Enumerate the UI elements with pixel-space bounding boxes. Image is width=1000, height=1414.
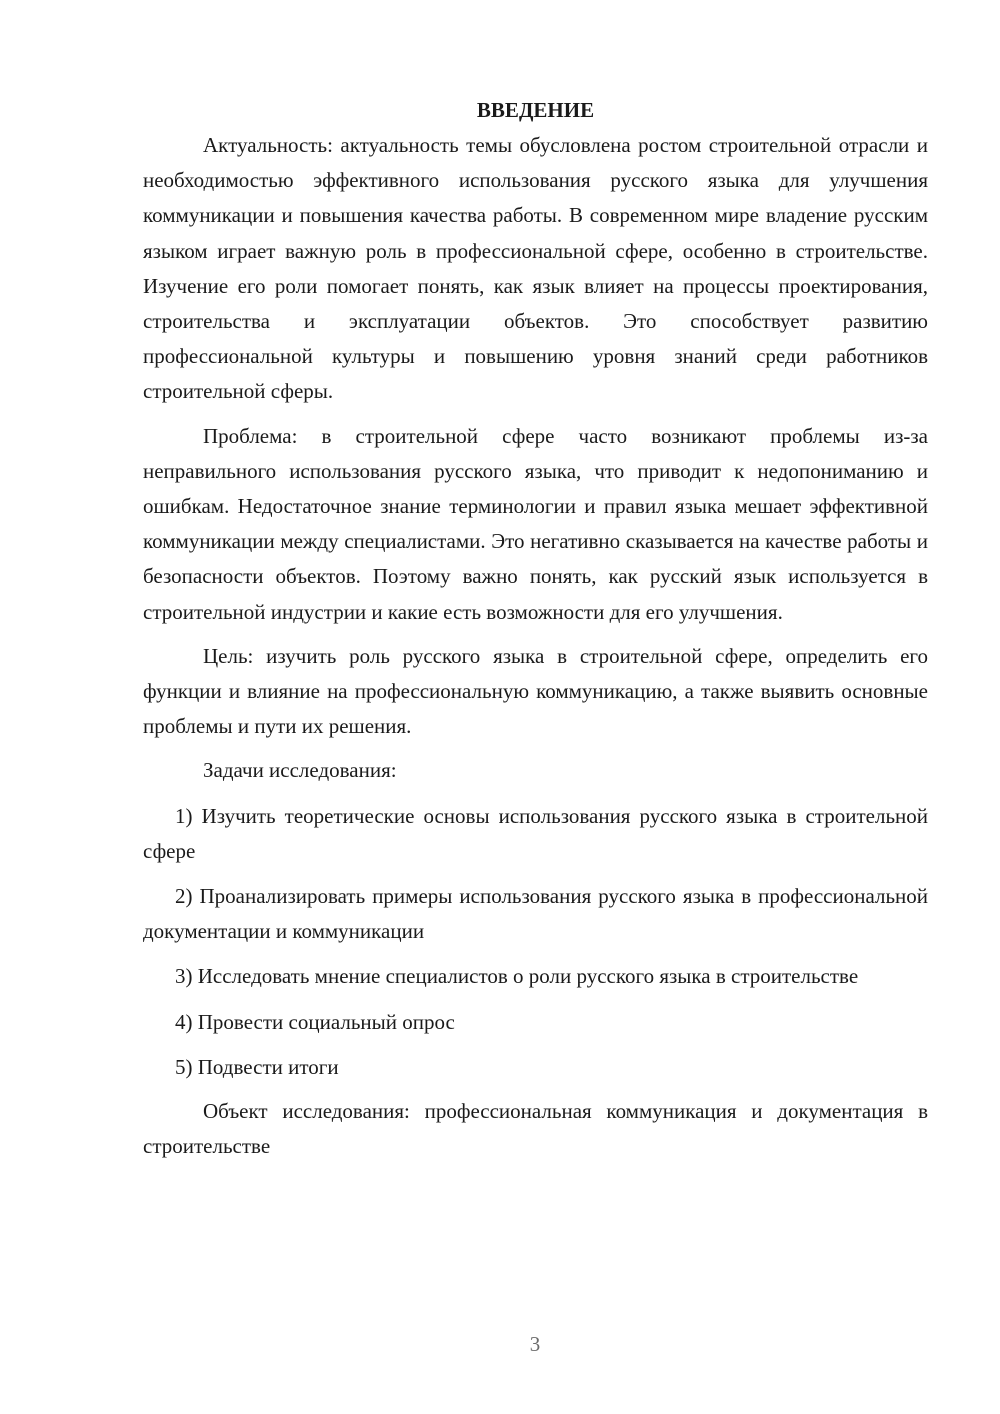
section-title: ВВЕДЕНИЕ xyxy=(476,98,595,122)
document-page xyxy=(143,92,928,1164)
tasks-heading: Задачи исследования: xyxy=(203,758,397,783)
problem-paragraph: Проблема: в строительной сфере часто возникают проблемы из-за неправильного использования русского языка, что приводит к недопониманию и ошибкам. Недостаточное знание терминологии и правил языка мешает эффективной коммуникации между специалистами. Это негативно сказывается на качестве работы и безопасности объектов. Поэтому важно понять, как русский язык используется в строительной индустрии и какие есть возможности для его улучшения. xyxy=(143,423,928,624)
object-paragraph: Объект исследования: профессиональная коммуникация и документация в строительстве xyxy=(143,1099,928,1159)
task-item-1: 1) Изучить теоретические основы использования русского языка в строительной сфере xyxy=(143,803,928,863)
page-number: 3 xyxy=(529,1332,541,1356)
task-item-5: 5) Подвести итоги xyxy=(175,1054,339,1079)
task-item-2: 2) Проанализировать примеры использования русского языка в профессиональной документации и коммуникации xyxy=(143,884,928,944)
task-item-4: 4) Провести социальный опрос xyxy=(175,1009,455,1034)
goal-paragraph: Цель: изучить роль русского языка в строительной сфере, определить его функции и влияние на профессиональную коммуникацию, а также выявить основные проблемы и пути их решения. xyxy=(143,643,928,739)
task-item-3: 3) Исследовать мнение специалистов о роли русского языка в строительстве xyxy=(175,964,859,989)
relevance-paragraph: Актуальность: актуальность темы обусловлена ростом строительной отрасли и необходимостью эффективного использования русского языка для улучшения коммуникации и повышения качества работы. В современном мире владение русским языком играет важную роль в профессиональной сфере, особенно в строительстве. Изучение его роли помогает понять, как язык влияет на процессы проектирования, строительства и эксплуатации объектов. Это способствует развитию профессиональной культуры и повышению уровня знаний среди работников строительной сферы. xyxy=(143,133,928,404)
